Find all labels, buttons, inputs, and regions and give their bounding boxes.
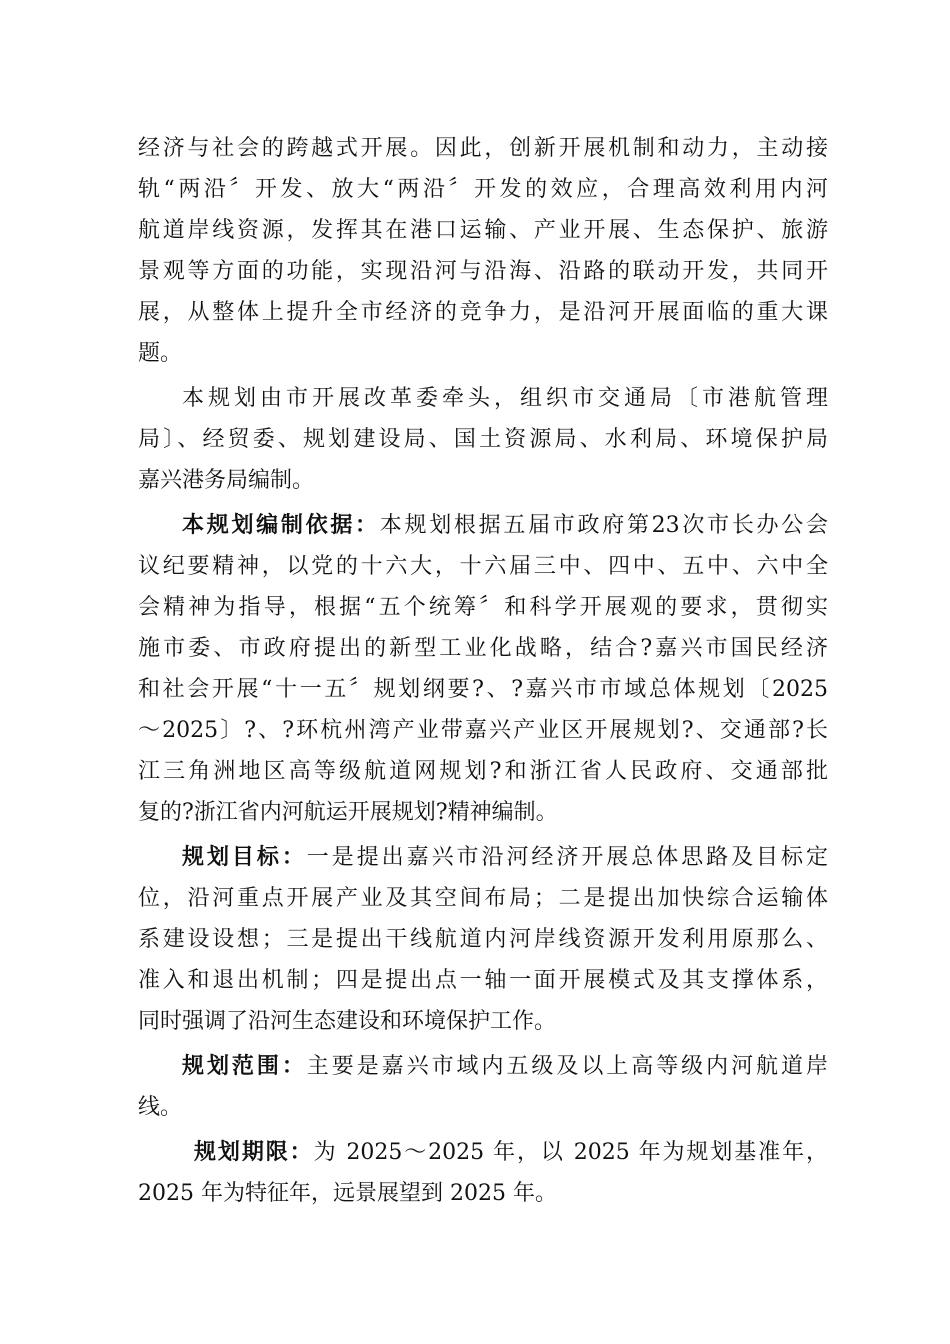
text-line: 航道岸线资源，发挥其在港口运输、产业开展、生态保护、旅游 — [138, 218, 828, 243]
text-line: 同时强调了沿河生态建设和环境保护工作。 — [138, 1009, 557, 1034]
text-line — [138, 837, 828, 878]
text-line: 线。 — [138, 1095, 183, 1120]
text-line: 题。 — [138, 341, 183, 366]
text-run: 主要是嘉兴市域内五级及以上高等级内河航道岸 — [306, 1054, 828, 1079]
text-run: 为 2025～2025 年，以 2025 年为规划基准年， — [313, 1140, 828, 1165]
text-line: 位，沿河重点开展产业及其空间布局；二是提出加快综合运输体 — [138, 886, 828, 911]
paragraph-organizers — [138, 378, 828, 501]
text-line: 复的?浙江省内河航运开展规划?精神编制。 — [138, 800, 558, 825]
section-heading-period: 规划期限： — [194, 1140, 314, 1165]
text-line: 江三角洲地区高等级航道网规划?和浙江省人民政府、交通部批 — [138, 759, 828, 784]
text-line — [138, 1046, 828, 1087]
paragraph-planning-basis — [138, 505, 828, 833]
text-line: 议纪要精神，以党的十六大，十六届三中、四中、五中、六中全 — [138, 554, 828, 579]
text-line: 经济与社会的跨越式开展。因此，创新开展机制和动力，主动接 — [138, 136, 828, 161]
text-line — [138, 505, 828, 546]
text-line: 本规划由市开展改革委牵头，组织市交通局〔市港航管理 — [182, 386, 828, 411]
document-body — [138, 128, 828, 1218]
section-heading-basis: 本规划编制依据： — [182, 513, 380, 538]
section-heading-goals: 规划目标： — [182, 845, 307, 870]
text-run: 一是提出嘉兴市沿河经济开展总体思路及目标定 — [306, 845, 828, 870]
text-line: 会精神为指导，根据“五个统筹〞和科学开展观的要求，贯彻实 — [138, 595, 828, 620]
paragraph-planning-goals — [138, 837, 828, 1042]
text-line: 准入和退出机制；四是提出点一轴一面开展模式及其支撑体系， — [138, 968, 828, 993]
text-line: 嘉兴港务局编制。 — [138, 468, 315, 493]
section-heading-scope: 规划范围： — [182, 1054, 307, 1079]
text-line: 施市委、市政府提出的新型工业化战略，结合?嘉兴市国民经济 — [138, 636, 828, 661]
text-line — [138, 1132, 828, 1173]
paragraph-planning-period — [138, 1132, 828, 1214]
text-line: 景观等方面的功能，实现沿河与沿海、沿路的联动开发，共同开 — [138, 259, 828, 284]
text-line: 轨“两沿〞开发、放大“两沿〞开发的效应，合理高效利用内河 — [138, 177, 828, 202]
text-line: 系建设设想；三是提出干线航道内河岸线资源开发利用原那么、 — [138, 927, 828, 952]
text-line: 和社会开展“十一五〞规划纲要?、?嘉兴市市域总体规划〔2025 — [138, 677, 828, 702]
text-run: 本规划根据五届市政府第23次市长办公会 — [379, 513, 828, 538]
paragraph-development-context — [138, 128, 828, 374]
text-line: ～2025〕?、?环杭州湾产业带嘉兴产业区开展规划?、交通部?长 — [138, 718, 828, 743]
paragraph-planning-scope — [138, 1046, 828, 1128]
text-line: 展，从整体上提升全市经济的竞争力，是沿河开展面临的重大课 — [138, 300, 828, 325]
text-line: 局〕、经贸委、规划建设局、国土资源局、水利局、环境保护局 — [138, 427, 828, 452]
text-line: 2025 年为特征年，远景展望到 2025 年。 — [138, 1181, 557, 1206]
